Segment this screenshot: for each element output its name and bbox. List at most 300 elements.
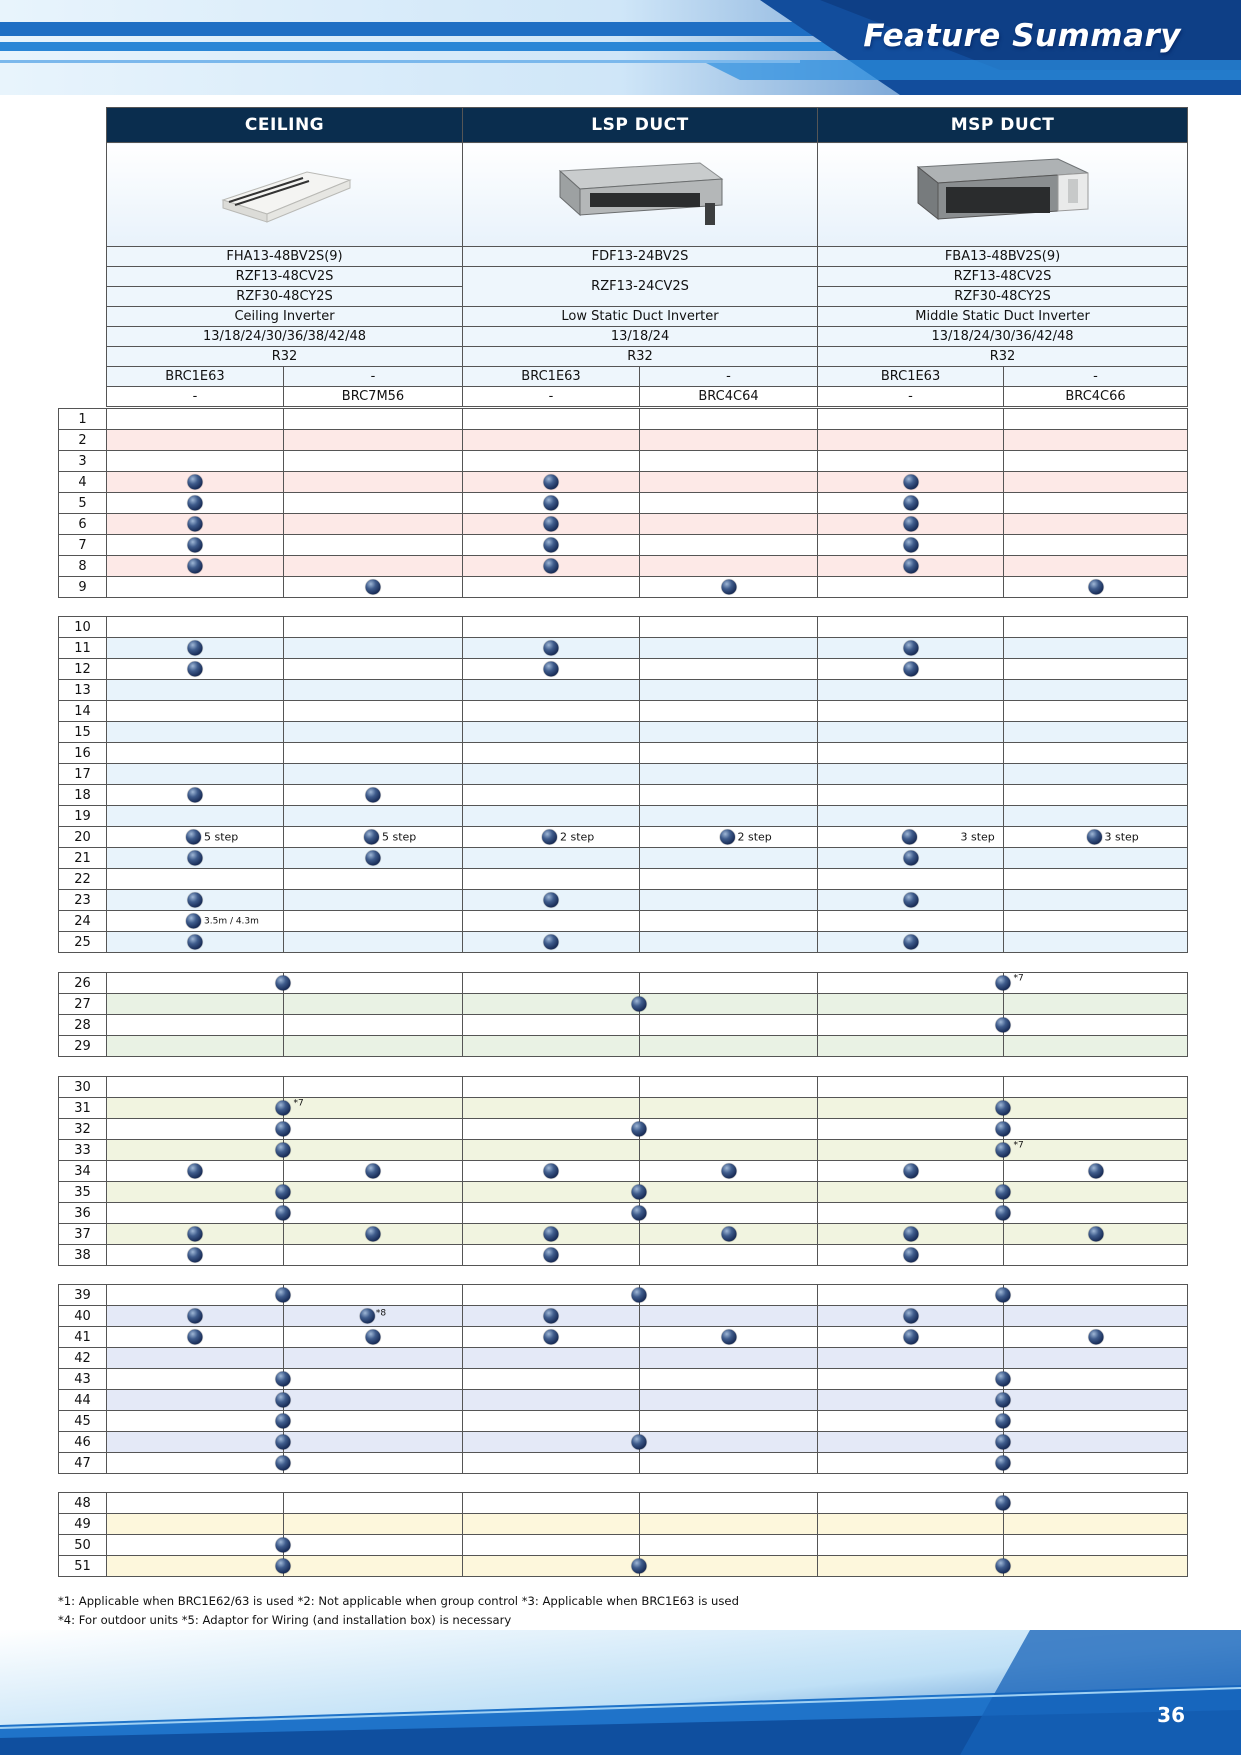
- feature-cell: [640, 848, 818, 869]
- feature-cell: [284, 1140, 463, 1161]
- feature-row: [59, 932, 1188, 953]
- feature-cell: [463, 722, 640, 743]
- row-number: 24: [59, 911, 107, 932]
- feature-cell: [284, 994, 463, 1015]
- feature-cell: [1004, 680, 1188, 701]
- dot-icon: [276, 1559, 291, 1574]
- feature-marker: [188, 517, 203, 532]
- dot-icon: [721, 1330, 736, 1345]
- feature-cell: [1004, 1306, 1188, 1327]
- lsp-duct-image: [463, 143, 818, 247]
- feature-cell: [463, 577, 640, 598]
- feature-cell: [1004, 1140, 1188, 1161]
- dot-icon: [544, 641, 559, 656]
- feature-marker: [544, 1248, 559, 1263]
- dot-icon: [188, 893, 203, 908]
- dot-icon: [996, 1372, 1011, 1387]
- dot-icon: [544, 1248, 559, 1263]
- feature-marker: [903, 1248, 918, 1263]
- dot-icon: [276, 1372, 291, 1387]
- feature-marker: [1088, 1227, 1103, 1242]
- feature-cell: [818, 1119, 1004, 1140]
- feature-row: [59, 806, 1188, 827]
- feature-cell: [640, 1245, 818, 1266]
- feature-group-table: [58, 1492, 1188, 1577]
- feature-row: [59, 1556, 1188, 1577]
- dot-icon: [632, 1122, 647, 1137]
- feature-cell: [463, 785, 640, 806]
- feature-cell: [640, 1514, 818, 1535]
- feature-marker: [188, 1227, 203, 1242]
- feature-cell: [463, 1306, 640, 1327]
- feature-cell: [107, 514, 284, 535]
- feature-marker: [276, 1098, 304, 1116]
- feature-cell: [640, 556, 818, 577]
- feature-cell: [818, 869, 1004, 890]
- feature-cell: [463, 1556, 640, 1577]
- row-number: 7: [59, 535, 107, 556]
- feature-marker: [903, 496, 918, 511]
- feature-marker: [542, 830, 594, 845]
- feature-cell: [107, 1411, 284, 1432]
- feature-marker: [366, 1330, 381, 1345]
- feature-cell: [640, 701, 818, 722]
- dot-icon: [996, 1206, 1011, 1221]
- feature-cell: [284, 848, 463, 869]
- outdoor-ceiling-1: RZF13-48CV2S: [107, 267, 463, 287]
- row-number: 1: [59, 409, 107, 430]
- feature-cell: [640, 1493, 818, 1514]
- feature-marker: [188, 1330, 203, 1345]
- dot-icon: [721, 1227, 736, 1242]
- feature-marker: [544, 893, 559, 908]
- feature-marker: [276, 1538, 291, 1553]
- feature-marker: [188, 1248, 203, 1263]
- feature-cell: [818, 493, 1004, 514]
- feature-cell: [107, 1161, 284, 1182]
- row-number: 6: [59, 514, 107, 535]
- model-ceiling: FHA13-48BV2S(9): [107, 247, 463, 267]
- feature-cell: [818, 1015, 1004, 1036]
- feature-cell: [818, 806, 1004, 827]
- feature-cell: [284, 1327, 463, 1348]
- feature-cell: [640, 1556, 818, 1577]
- feature-cell: [284, 409, 463, 430]
- dot-icon: [632, 1435, 647, 1450]
- feature-cell: [284, 1036, 463, 1057]
- feature-marker: [632, 1435, 647, 1450]
- feature-cell: [818, 617, 1004, 638]
- feature-cell: [463, 1182, 640, 1203]
- feature-cell: [640, 1036, 818, 1057]
- feature-cell: [1004, 1119, 1188, 1140]
- dot-icon: [632, 1206, 647, 1221]
- dot-icon: [996, 1414, 1011, 1429]
- feature-cell: [640, 1015, 818, 1036]
- feature-cell: [107, 638, 284, 659]
- feature-cell: [284, 869, 463, 890]
- feature-cell: [463, 1453, 640, 1474]
- feature-cell: [640, 1327, 818, 1348]
- feature-cell: [640, 535, 818, 556]
- feature-cell: [1004, 1077, 1188, 1098]
- feature-cell: [818, 911, 1004, 932]
- feature-cell: [284, 638, 463, 659]
- feature-cell: [463, 1140, 640, 1161]
- row-number: 49: [59, 1514, 107, 1535]
- feature-cell: [818, 1140, 1024, 1161]
- marker-label: 3.5m / 4.3m: [204, 916, 259, 926]
- dot-icon: [366, 1164, 381, 1179]
- feature-marker: [632, 997, 647, 1012]
- feature-cell: [640, 1411, 818, 1432]
- feature-cell: [463, 1535, 640, 1556]
- marker-label: 5 step: [204, 830, 239, 844]
- feature-cell: [107, 617, 284, 638]
- feature-marker: [366, 1227, 381, 1242]
- controller-ceiling-1b: -: [284, 367, 463, 387]
- dot-icon: [188, 517, 203, 532]
- feature-cell: [640, 1535, 818, 1556]
- feature-cell: [284, 764, 463, 785]
- feature-marker: [903, 851, 918, 866]
- feature-cell: [1004, 1285, 1188, 1306]
- feature-marker: [188, 559, 203, 574]
- feature-cell: [107, 701, 284, 722]
- dot-icon: [1087, 830, 1102, 845]
- dot-icon: [721, 580, 736, 595]
- feature-cell: [284, 973, 463, 994]
- row-number: 19: [59, 806, 107, 827]
- row-number: 45: [59, 1411, 107, 1432]
- feature-cell: [107, 680, 284, 701]
- feature-row: [59, 1514, 1188, 1535]
- row-number: 34: [59, 1161, 107, 1182]
- dot-icon: [544, 893, 559, 908]
- dot-icon: [544, 517, 559, 532]
- feature-marker: [186, 830, 238, 845]
- dot-icon: [996, 1456, 1011, 1471]
- dot-icon: [188, 851, 203, 866]
- dot-icon: [996, 1288, 1011, 1303]
- marker-label: 3 step: [960, 830, 995, 844]
- row-number: 36: [59, 1203, 107, 1224]
- footnote-ref: *7: [1013, 973, 1024, 984]
- feature-cell: [107, 932, 284, 953]
- row-number: 43: [59, 1369, 107, 1390]
- capacity-lsp: 13/18/24: [463, 327, 818, 347]
- feature-marker: [276, 1143, 291, 1158]
- feature-cell: [284, 911, 463, 932]
- feature-cell: [463, 556, 640, 577]
- dot-icon: [276, 1456, 291, 1471]
- feature-group-table: [58, 408, 1188, 598]
- dot-icon: [276, 1122, 291, 1137]
- feature-marker: [902, 830, 995, 845]
- row-number: 29: [59, 1036, 107, 1057]
- dot-icon: [720, 830, 735, 845]
- feature-marker: [903, 538, 918, 553]
- feature-row: [59, 890, 1188, 911]
- feature-marker: [996, 1414, 1011, 1429]
- feature-cell: [818, 556, 1004, 577]
- dot-icon: [903, 935, 918, 950]
- dot-icon: [544, 475, 559, 490]
- feature-row: [59, 1411, 1188, 1432]
- feature-cell: [463, 1432, 640, 1453]
- feature-group-table: [58, 972, 1188, 1057]
- feature-marker: [721, 1330, 736, 1345]
- controller-msp-2a: -: [818, 387, 1004, 407]
- feature-marker: [996, 1101, 1011, 1116]
- feature-cell: [284, 1390, 463, 1411]
- feature-marker: [276, 1414, 291, 1429]
- feature-marker: [996, 1206, 1011, 1221]
- feature-cell: [284, 722, 463, 743]
- feature-cell: [818, 1161, 1004, 1182]
- dot-icon: [276, 1185, 291, 1200]
- feature-marker: [276, 1288, 291, 1303]
- feature-cell: [463, 1390, 640, 1411]
- feature-cell: [463, 1119, 640, 1140]
- dot-icon: [996, 1143, 1011, 1158]
- dot-icon: [188, 662, 203, 677]
- marker-label: 2 step: [560, 830, 595, 844]
- feature-marker: [721, 1164, 736, 1179]
- dot-icon: [903, 893, 918, 908]
- feature-cell: [818, 430, 1004, 451]
- feature-cell: [463, 911, 640, 932]
- feature-cell: [1004, 1369, 1188, 1390]
- outdoor-lsp-1: RZF13-24CV2S: [463, 267, 818, 307]
- model-lsp: FDF13-24BV2S: [463, 247, 818, 267]
- feature-cell: [107, 743, 284, 764]
- feature-cell: [1004, 1224, 1188, 1245]
- feature-row: [59, 722, 1188, 743]
- feature-cell: [284, 1453, 463, 1474]
- feature-cell: [818, 785, 1004, 806]
- feature-cell: [640, 743, 818, 764]
- feature-marker: [903, 517, 918, 532]
- feature-cell: [284, 1556, 463, 1577]
- feature-marker: [544, 662, 559, 677]
- feature-marker: [996, 1288, 1011, 1303]
- feature-cell: [107, 1077, 284, 1098]
- feature-cell: [1004, 451, 1188, 472]
- feature-marker: [1088, 1164, 1103, 1179]
- feature-cell: [463, 472, 640, 493]
- dot-icon: [903, 496, 918, 511]
- footnote-ref: *7: [1013, 1140, 1024, 1151]
- feature-marker: [1087, 830, 1139, 845]
- feature-marker: [366, 580, 381, 595]
- dot-icon: [996, 1122, 1011, 1137]
- feature-cell: [107, 1140, 284, 1161]
- feature-cell: [818, 973, 1024, 994]
- outdoor-ceiling-2: RZF30-48CY2S: [107, 287, 463, 307]
- dot-icon: [188, 496, 203, 511]
- dot-icon: [632, 1185, 647, 1200]
- feature-cell: [1004, 617, 1188, 638]
- outdoor-msp-1: RZF13-48CV2S: [818, 267, 1188, 287]
- feature-marker: [996, 1122, 1011, 1137]
- feature-marker: [186, 914, 259, 929]
- dot-icon: [366, 851, 381, 866]
- feature-cell: [107, 535, 284, 556]
- feature-cell: [1004, 659, 1188, 680]
- feature-cell: [1004, 785, 1188, 806]
- feature-cell: [1004, 701, 1188, 722]
- feature-marker: [632, 1185, 647, 1200]
- row-number: 26: [59, 973, 107, 994]
- row-number: 3: [59, 451, 107, 472]
- feature-cell: [463, 1036, 640, 1057]
- feature-marker: [903, 559, 918, 574]
- feature-marker: [360, 1309, 386, 1324]
- row-number: 21: [59, 848, 107, 869]
- feature-cell: [284, 1306, 463, 1327]
- feature-marker: [996, 1456, 1011, 1471]
- feature-cell: [463, 932, 640, 953]
- feature-row: [59, 827, 1188, 848]
- dot-icon: [364, 830, 379, 845]
- feature-marker: [544, 538, 559, 553]
- dot-icon: [721, 1164, 736, 1179]
- feature-cell: [107, 472, 284, 493]
- dot-icon: [996, 1185, 1011, 1200]
- dot-icon: [276, 976, 291, 991]
- feature-cell: [640, 430, 818, 451]
- feature-cell: [1004, 472, 1188, 493]
- feature-cell: [107, 890, 284, 911]
- feature-marker: [996, 1496, 1011, 1511]
- feature-cell: [284, 1432, 463, 1453]
- controller-lsp-2b: BRC4C64: [640, 387, 818, 407]
- feature-cell: [818, 1327, 1004, 1348]
- feature-cell: [284, 1161, 463, 1182]
- feature-marker: [903, 1309, 918, 1324]
- feature-cell: [284, 701, 463, 722]
- feature-cell: [640, 409, 818, 430]
- row-number: 25: [59, 932, 107, 953]
- dot-icon: [903, 1248, 918, 1263]
- feature-cell: [107, 1203, 284, 1224]
- feature-row: [59, 1327, 1188, 1348]
- feature-cell: [1004, 1535, 1188, 1556]
- feature-cell: [107, 1390, 284, 1411]
- feature-cell: [1004, 743, 1188, 764]
- feature-marker: [903, 893, 918, 908]
- controller-msp-2b: BRC4C66: [1004, 387, 1188, 407]
- row-number: 16: [59, 743, 107, 764]
- row-number: 28: [59, 1015, 107, 1036]
- row-number: 38: [59, 1245, 107, 1266]
- feature-cell: [818, 994, 1004, 1015]
- feature-cell: [1004, 1036, 1188, 1057]
- category-msp-duct: MSP DUCT: [818, 108, 1188, 143]
- feature-row: [59, 493, 1188, 514]
- dot-icon: [903, 559, 918, 574]
- feature-marker: [276, 1559, 291, 1574]
- feature-cell: [640, 577, 818, 598]
- feature-row: [59, 994, 1188, 1015]
- page-number: 36: [1157, 1703, 1185, 1727]
- footnote-line: *4: For outdoor units *5: Adaptor for Wiring (and installation box) is necessary: [58, 1613, 512, 1627]
- feature-marker: [544, 517, 559, 532]
- feature-row: [59, 1140, 1188, 1161]
- feature-cell: [463, 680, 640, 701]
- feature-cell: [284, 1493, 463, 1514]
- feature-cell: [284, 890, 463, 911]
- dot-icon: [544, 538, 559, 553]
- outdoor-msp-2: RZF30-48CY2S: [818, 287, 1188, 307]
- feature-cell: [463, 1285, 640, 1306]
- feature-cell: [640, 785, 818, 806]
- feature-cell: [818, 1182, 1004, 1203]
- dot-icon: [996, 1559, 1011, 1574]
- dot-icon: [276, 1143, 291, 1158]
- feature-cell: [284, 1182, 463, 1203]
- row-number: 23: [59, 890, 107, 911]
- feature-marker: [276, 1372, 291, 1387]
- feature-cell: [640, 1285, 818, 1306]
- feature-cell: [284, 1203, 463, 1224]
- dot-icon: [903, 1330, 918, 1345]
- feature-cell: [640, 1306, 818, 1327]
- feature-row: [59, 409, 1188, 430]
- row-number: 11: [59, 638, 107, 659]
- feature-cell: [463, 1161, 640, 1182]
- feature-cell: [107, 911, 284, 932]
- dot-icon: [903, 475, 918, 490]
- feature-marker: [188, 1309, 203, 1324]
- feature-cell: [463, 1493, 640, 1514]
- refrigerant-msp: R32: [818, 347, 1188, 367]
- feature-row: [59, 556, 1188, 577]
- feature-marker: [276, 1206, 291, 1221]
- feature-cell: [1004, 932, 1188, 953]
- feature-cell: [818, 1556, 1004, 1577]
- feature-cell: [1004, 1182, 1188, 1203]
- feature-cell: [1004, 1203, 1188, 1224]
- feature-group-table: [58, 616, 1188, 953]
- controller-lsp-1b: -: [640, 367, 818, 387]
- dot-icon: [366, 580, 381, 595]
- feature-cell: [284, 1119, 463, 1140]
- feature-cell: [107, 1432, 284, 1453]
- feature-cell: [107, 1306, 284, 1327]
- feature-cell: [1004, 556, 1188, 577]
- feature-cell: [107, 430, 284, 451]
- dot-icon: [1088, 1227, 1103, 1242]
- controller-ceiling-2a: -: [107, 387, 284, 407]
- feature-cell: [818, 1036, 1004, 1057]
- row-number: 30: [59, 1077, 107, 1098]
- feature-row: [59, 1493, 1188, 1514]
- feature-cell: [1004, 806, 1188, 827]
- dot-icon: [276, 1414, 291, 1429]
- row-number: 17: [59, 764, 107, 785]
- feature-cell: [818, 1285, 1004, 1306]
- dot-icon: [188, 559, 203, 574]
- feature-marker: [544, 496, 559, 511]
- dot-icon: [188, 788, 203, 803]
- feature-cell: [818, 1224, 1004, 1245]
- row-number: 18: [59, 785, 107, 806]
- feature-row: [59, 973, 1188, 994]
- feature-cell: [640, 514, 818, 535]
- feature-cell: [107, 1453, 284, 1474]
